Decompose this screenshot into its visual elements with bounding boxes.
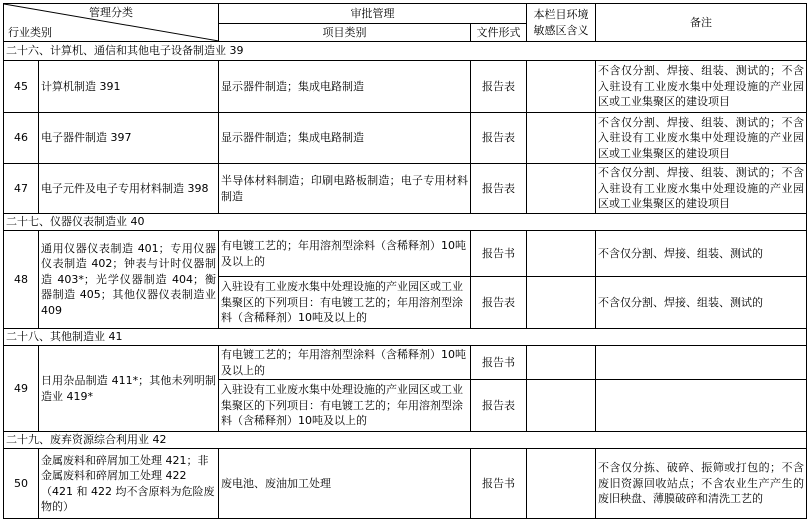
project-category-cell: 半导体材料制造；印刷电路板制造；电子专用材料制造 xyxy=(219,164,471,214)
table-row xyxy=(4,113,807,164)
project-category-cell: 废电池、废油加工处理 xyxy=(219,449,471,519)
section-header-27: 二十七、仪器仪表制造业 40 xyxy=(4,214,807,231)
industry-category-cell: 计算机制造 391 xyxy=(39,61,219,113)
env-sensitive-cell xyxy=(527,277,596,329)
env-sensitive-cell xyxy=(527,113,596,164)
document-form-cell: 报告表 xyxy=(471,164,527,214)
remark-cell: 不含仅分割、焊接、组装、测试的；不含入驻设有工业废水集中处理设施的产业园区或工业集聚区的建设项目 xyxy=(596,164,807,214)
header-document-form: 文件形式 xyxy=(471,24,527,42)
row-number: 47 xyxy=(4,164,39,214)
document-form-cell: 报告表 xyxy=(471,61,527,113)
header-env-sensitive-line1: 本栏目环境 xyxy=(533,8,589,22)
row-number: 48 xyxy=(4,231,39,329)
env-sensitive-cell xyxy=(527,164,596,214)
document-form-cell: 报告书 xyxy=(471,346,527,380)
document-form-cell: 报告表 xyxy=(471,113,527,164)
section-header-28: 二十八、其他制造业 41 xyxy=(4,329,807,346)
env-sensitive-cell xyxy=(527,61,596,113)
industry-category-cell: 金属废料和碎屑加工处理 421；非金属废料和碎屑加工处理 422（421 和 422 均不含原料为危险废物的） xyxy=(39,449,219,519)
remark-cell: 不含仅分割、焊接、组装、测试的 xyxy=(596,231,807,277)
table-row xyxy=(4,61,807,113)
document-form-cell: 报告表 xyxy=(471,277,527,329)
env-sensitive-cell xyxy=(527,449,596,519)
header-diagonal-cell xyxy=(4,4,219,42)
env-sensitive-cell xyxy=(527,380,596,432)
header-industry-category: 行业类别 xyxy=(8,25,52,39)
industry-category-cell: 电子器件制造 397 xyxy=(39,113,219,164)
table-row xyxy=(4,164,807,214)
project-category-cell: 有电镀工艺的；年用溶剂型涂料（含稀释剂）10吨及以上的 xyxy=(219,231,471,277)
row-number: 45 xyxy=(4,61,39,113)
header-env-sensitive xyxy=(527,4,596,42)
remark-cell: 不含仅分割、焊接、组装、测试的 xyxy=(596,277,807,329)
project-category-cell: 入驻设有工业废水集中处理设施的产业园区或工业集聚区的下列项目：有电镀工艺的；年用溶剂型涂料（含稀释剂）10吨及以上的 xyxy=(219,277,471,329)
table-row xyxy=(4,231,807,277)
project-category-cell: 显示器件制造；集成电路制造 xyxy=(219,113,471,164)
project-category-cell: 有电镀工艺的；年用溶剂型涂料（含稀释剂）10吨及以上的 xyxy=(219,346,471,380)
eia-catalog-table xyxy=(3,3,807,519)
env-sensitive-cell xyxy=(527,231,596,277)
remark-cell xyxy=(596,346,807,380)
row-number: 49 xyxy=(4,346,39,432)
table-row xyxy=(4,346,807,380)
header-env-sensitive-line2: 敏感区含义 xyxy=(533,23,589,37)
header-approval-mgmt: 审批管理 xyxy=(219,4,527,24)
industry-category-cell: 通用仪器仪表制造 401；专用仪器仪表制造 402；钟表与计时仪器制造 403*；光学仪器制造 404；衡器制造 405；其他仪器仪表制造业 409 xyxy=(39,231,219,329)
industry-category-cell: 电子元件及电子专用材料制造 398 xyxy=(39,164,219,214)
project-category-cell: 入驻设有工业废水集中处理设施的产业园区或工业集聚区的下列项目：有电镀工艺的；年用溶剂型涂料（含稀释剂）10吨及以上的 xyxy=(219,380,471,432)
header-project-category: 项目类别 xyxy=(219,24,471,42)
header-mgmt-category: 管理分类 xyxy=(89,6,133,19)
table-row xyxy=(4,449,807,519)
section-header-26: 二十六、计算机、通信和其他电子设备制造业 39 xyxy=(4,42,807,61)
industry-category-cell: 日用杂品制造 411*；其他未列明制造业 419* xyxy=(39,346,219,432)
document-form-cell: 报告书 xyxy=(471,231,527,277)
document-form-cell: 报告表 xyxy=(471,380,527,432)
remark-cell xyxy=(596,380,807,432)
remark-cell: 不含仅分割、焊接、组装、测试的；不含入驻设有工业废水集中处理设施的产业园区或工业集聚区的建设项目 xyxy=(596,113,807,164)
row-number: 50 xyxy=(4,449,39,519)
project-category-cell: 显示器件制造；集成电路制造 xyxy=(219,61,471,113)
document-form-cell: 报告书 xyxy=(471,449,527,519)
row-number: 46 xyxy=(4,113,39,164)
section-header-29: 二十九、废弃资源综合利用业 42 xyxy=(4,432,807,449)
env-sensitive-cell xyxy=(527,346,596,380)
remark-cell: 不含仅分割、焊接、组装、测试的；不含入驻设有工业废水集中处理设施的产业园区或工业集聚区的建设项目 xyxy=(596,61,807,113)
header-remarks: 备注 xyxy=(596,4,807,42)
remark-cell: 不含仅分拣、破碎、振筛或打包的；不含废旧资源回收站点；不含农业生产产生的废旧秧盘、薄膜破碎和清洗工艺的 xyxy=(596,449,807,519)
